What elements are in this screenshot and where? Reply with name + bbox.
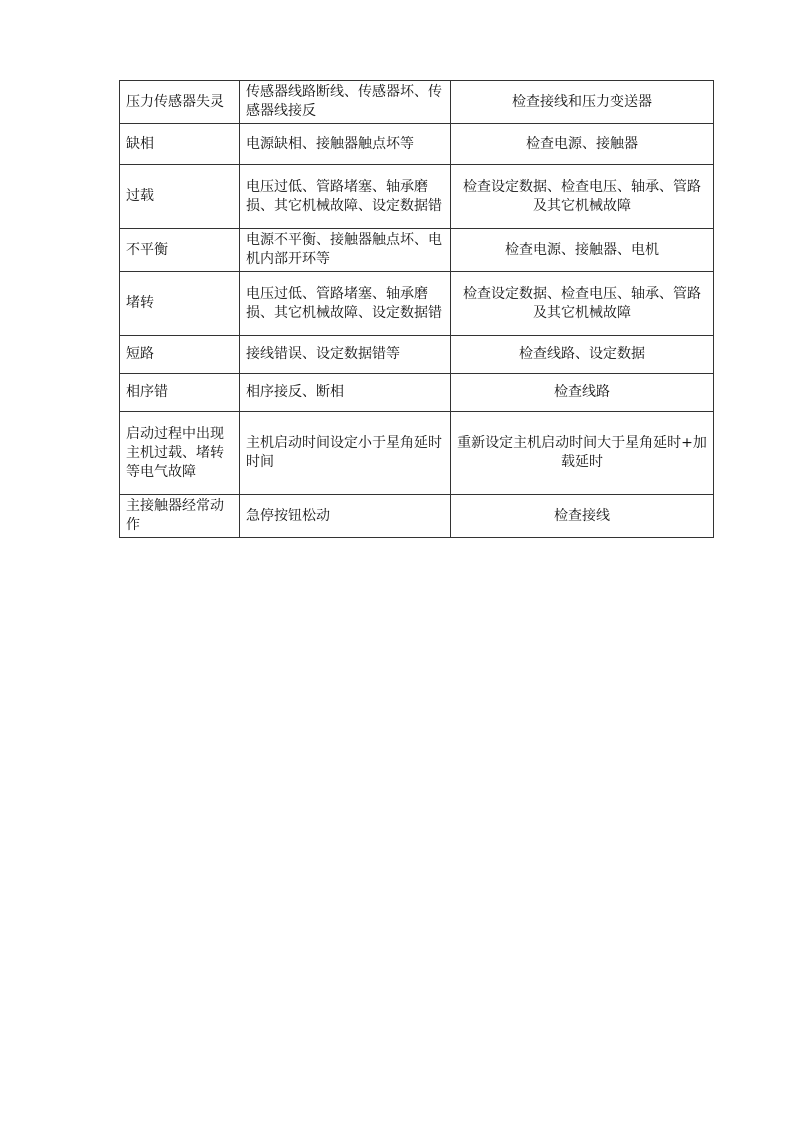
table-row [120,124,714,165]
solution-cell: 检查设定数据、检查电压、轴承、管路及其它机械故障 [451,165,714,229]
table-row [120,374,714,412]
table-row [120,272,714,336]
table-row [120,165,714,229]
cause-cell: 接线错误、设定数据错等 [240,336,451,374]
solution-cell: 检查电源、接触器、电机 [451,229,714,272]
solution-cell: 检查接线 [451,495,714,538]
fault-cell: 过载 [120,165,240,229]
table-row [120,412,714,495]
solution-cell: 重新设定主机启动时间大于星角延时+加载延时 [451,412,714,495]
cause-cell: 电压过低、管路堵塞、轴承磨损、其它机械故障、设定数据错 [240,272,451,336]
cause-cell: 急停按钮松动 [240,495,451,538]
cause-cell: 电源不平衡、接触器触点坏、电机内部开环等 [240,229,451,272]
solution-cell: 检查线路 [451,374,714,412]
table-row [120,495,714,538]
solution-cell: 检查设定数据、检查电压、轴承、管路及其它机械故障 [451,272,714,336]
solution-cell: 检查线路、设定数据 [451,336,714,374]
fault-cell: 短路 [120,336,240,374]
fault-cell: 主接触器经常动作 [120,495,240,538]
cause-cell: 传感器线路断线、传感器坏、传感器线接反 [240,81,451,124]
solution-cell: 检查接线和压力变送器 [451,81,714,124]
fault-cell: 不平衡 [120,229,240,272]
fault-cell: 堵转 [120,272,240,336]
cause-cell: 主机启动时间设定小于星角延时时间 [240,412,451,495]
cause-cell: 电源缺相、接触器触点坏等 [240,124,451,165]
fault-table [119,80,714,538]
cause-cell: 相序接反、断相 [240,374,451,412]
solution-cell: 检查电源、接触器 [451,124,714,165]
fault-cell: 压力传感器失灵 [120,81,240,124]
table-row [120,81,714,124]
cause-cell: 电压过低、管路堵塞、轴承磨损、其它机械故障、设定数据错 [240,165,451,229]
table-row [120,336,714,374]
fault-cell: 启动过程中出现主机过载、堵转等电气故障 [120,412,240,495]
fault-cell: 缺相 [120,124,240,165]
table-row [120,229,714,272]
fault-cell: 相序错 [120,374,240,412]
